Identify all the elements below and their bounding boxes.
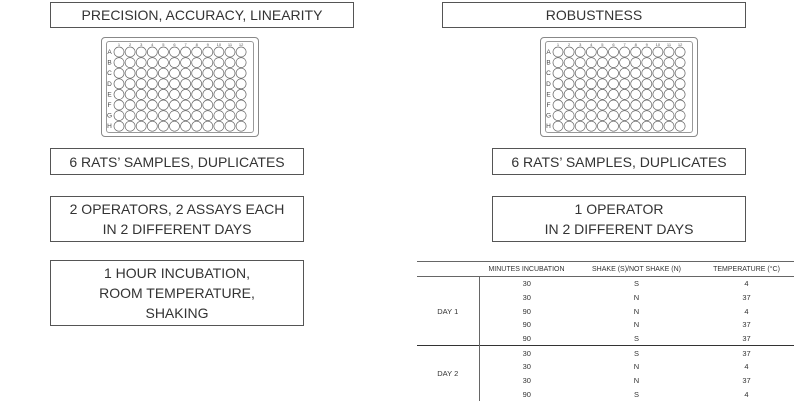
plate-well <box>631 121 641 131</box>
left-title <box>50 2 354 28</box>
plate-well <box>609 68 619 78</box>
plate-well <box>642 79 652 89</box>
plate-row-label: A <box>107 49 112 56</box>
plate-well <box>236 111 246 121</box>
plate-well <box>642 100 652 110</box>
plate-well <box>653 79 663 89</box>
header-minutes: MINUTES INCUBATION <box>488 265 565 273</box>
plate-well <box>114 111 124 121</box>
plate-row-label: G <box>106 112 113 120</box>
plate-well <box>564 89 574 99</box>
shake-cell: N <box>633 293 640 303</box>
plate-well <box>553 89 563 99</box>
plate-well <box>236 58 246 68</box>
plate-well <box>114 89 124 99</box>
plate-well <box>664 89 674 99</box>
table-row <box>417 346 794 360</box>
plate-well <box>642 58 652 68</box>
left-incubation-line-2: ROOM TEMPERATURE, <box>99 285 255 301</box>
plate-well <box>136 79 146 89</box>
plate-well <box>597 47 607 57</box>
plate-col-label: 8 <box>634 42 637 47</box>
plate-well <box>136 111 146 121</box>
plate-well <box>575 68 585 78</box>
plate-well <box>586 89 596 99</box>
temperature-cell: 4 <box>744 306 749 316</box>
plate-row-label: D <box>546 80 551 88</box>
plate-row-label: H <box>546 123 551 131</box>
plate-well <box>147 58 157 68</box>
plate-well <box>553 68 563 78</box>
plate-row-label: F <box>546 102 551 109</box>
plate-well <box>586 58 596 68</box>
plate-row-label: E <box>107 91 112 99</box>
plate-well <box>147 121 157 131</box>
plate-well <box>147 100 157 110</box>
plate-well <box>125 47 135 57</box>
header-day <box>417 262 479 277</box>
plate-well <box>675 89 685 99</box>
left-operators-line-2: IN 2 DIFFERENT DAYS <box>102 221 252 237</box>
plate-well <box>564 100 574 110</box>
temperature-cell: 4 <box>744 389 749 399</box>
plate-col-label: 3 <box>140 42 143 47</box>
plate-well <box>125 100 135 110</box>
plate-well <box>147 47 157 57</box>
plate-row-label: D <box>107 80 112 88</box>
day-label: DAY 1 <box>417 277 479 346</box>
plate-row-label: C <box>107 70 112 78</box>
plate-well <box>586 100 596 110</box>
shake-cell: S <box>633 279 639 289</box>
plate-well <box>181 111 191 121</box>
plate-well <box>575 79 585 89</box>
plate-well <box>125 58 135 68</box>
plate-well <box>158 47 168 57</box>
plate-well <box>597 89 607 99</box>
day-1-group <box>417 277 794 346</box>
plate-well <box>136 68 146 78</box>
right-operators-box <box>492 196 746 242</box>
plate-well <box>181 68 191 78</box>
plate-well <box>653 121 663 131</box>
plate-well <box>620 79 630 89</box>
plate-well <box>675 79 685 89</box>
plate-well <box>642 111 652 121</box>
plate-well <box>575 100 585 110</box>
plate-well <box>675 121 685 131</box>
plate-well <box>609 58 619 68</box>
plate-well <box>136 89 146 99</box>
plate-well <box>631 100 641 110</box>
plate-well <box>609 47 619 57</box>
right-title <box>442 2 746 28</box>
plate-well <box>642 89 652 99</box>
header-shake: SHAKE (S)/NOT SHAKE (N) <box>592 265 681 273</box>
plate-well <box>136 58 146 68</box>
plate-well <box>553 100 563 110</box>
plate-well <box>597 121 607 131</box>
plate-well <box>564 47 574 57</box>
right-plate-image <box>540 37 698 137</box>
plate-well <box>203 47 213 57</box>
plate-well <box>675 111 685 121</box>
plate-well <box>158 89 168 99</box>
plate-well <box>575 121 585 131</box>
temperature-cell: 37 <box>742 293 751 303</box>
plate-col-label: 2 <box>567 42 571 47</box>
minutes-cell: 30 <box>522 362 531 372</box>
plate-well <box>158 111 168 121</box>
plate-well <box>597 100 607 110</box>
plate-well <box>642 47 652 57</box>
plate-well <box>586 47 596 57</box>
temperature-cell: 37 <box>742 320 751 330</box>
plate-well <box>653 68 663 78</box>
plate-well <box>225 68 235 78</box>
plate-well <box>586 68 596 78</box>
minutes-cell: 30 <box>522 279 531 289</box>
plate-well <box>575 111 585 121</box>
plate-well <box>620 111 630 121</box>
plate-well <box>664 47 674 57</box>
plate-well <box>597 79 607 89</box>
minutes-cell: 90 <box>522 389 531 399</box>
plate-well <box>181 121 191 131</box>
shake-cell: N <box>633 320 640 330</box>
plate-well <box>203 100 213 110</box>
plate-well <box>203 89 213 99</box>
right-operators-line-2: IN 2 DIFFERENT DAYS <box>544 221 694 237</box>
table-row <box>417 277 794 291</box>
plate-well <box>114 100 124 110</box>
plate-well <box>125 79 135 89</box>
plate-well <box>553 47 563 57</box>
plate-well <box>147 68 157 78</box>
plate-well <box>125 121 135 131</box>
plate-well <box>170 100 180 110</box>
minutes-cell: 30 <box>522 348 531 358</box>
plate-well <box>553 79 563 89</box>
minutes-cell: 90 <box>522 306 531 316</box>
plate-well <box>675 47 685 57</box>
plate-well <box>170 121 180 131</box>
plate-well <box>181 100 191 110</box>
plate-well <box>225 121 235 131</box>
plate-col-label: 9 <box>206 42 209 47</box>
plate-well <box>114 79 124 89</box>
plate-well <box>114 121 124 131</box>
plate-well <box>620 47 630 57</box>
plate-well <box>586 121 596 131</box>
plate-well <box>192 58 202 68</box>
plate-well <box>597 111 607 121</box>
right-operators-line-1: 1 OPERATOR <box>574 201 664 217</box>
minutes-cell: 30 <box>522 293 531 303</box>
left-samples-text: 6 RATS’ SAMPLES, DUPLICATES <box>69 153 285 170</box>
right-samples-text: 6 RATS’ SAMPLES, DUPLICATES <box>511 153 727 170</box>
plate-row-label: A <box>546 49 551 56</box>
plate-row-label: B <box>546 59 551 67</box>
plate-well <box>236 89 246 99</box>
right-samples-box <box>492 148 746 175</box>
plate-well <box>631 68 641 78</box>
table-header-row <box>417 262 794 277</box>
plate-well <box>597 58 607 68</box>
plate-col-label: 11 <box>227 42 233 47</box>
plate-well <box>158 68 168 78</box>
plate-col-label: 3 <box>579 42 582 47</box>
shake-cell: N <box>633 376 640 386</box>
plate-well <box>181 58 191 68</box>
plate-well <box>158 121 168 131</box>
plate-well <box>564 111 574 121</box>
plate-well <box>214 58 224 68</box>
plate-col-label: 4 <box>590 42 593 47</box>
plate-well <box>675 58 685 68</box>
plate-well <box>181 89 191 99</box>
plate-well <box>181 79 191 89</box>
plate-well <box>564 68 574 78</box>
plate-well <box>609 121 619 131</box>
left-title-text: PRECISION, ACCURACY, LINEARITY <box>81 7 323 23</box>
plate-well <box>620 100 630 110</box>
day-label: DAY 2 <box>417 346 479 401</box>
temperature-cell: 37 <box>742 334 751 344</box>
day-2-group <box>417 346 794 401</box>
plate-well <box>564 79 574 89</box>
plate-well <box>192 79 202 89</box>
plate-well <box>236 79 246 89</box>
plate-well <box>214 89 224 99</box>
minutes-cell: 90 <box>522 320 531 330</box>
plate-well <box>609 79 619 89</box>
plate-well <box>620 121 630 131</box>
plate-col-label: 12 <box>677 42 683 47</box>
shake-cell: N <box>633 306 640 316</box>
well-plate-grid <box>102 38 260 138</box>
plate-well <box>203 121 213 131</box>
plate-col-label: 5 <box>162 42 165 47</box>
left-incubation-box <box>50 260 304 326</box>
robustness-table <box>417 261 794 401</box>
plate-well <box>214 47 224 57</box>
temperature-cell: 37 <box>742 376 751 386</box>
plate-well <box>203 111 213 121</box>
left-operators-line-1: 2 OPERATORS, 2 ASSAYS EACH <box>69 201 285 217</box>
plate-col-label: 6 <box>612 42 615 47</box>
plate-well <box>675 68 685 78</box>
plate-well <box>147 89 157 99</box>
plate-well <box>575 89 585 99</box>
plate-well <box>586 79 596 89</box>
plate-well <box>553 111 563 121</box>
plate-well <box>192 47 202 57</box>
plate-well <box>114 58 124 68</box>
shake-cell: S <box>633 334 639 344</box>
plate-row-label: B <box>107 59 112 67</box>
plate-well <box>236 47 246 57</box>
temperature-cell: 4 <box>744 362 749 372</box>
plate-well <box>631 47 641 57</box>
plate-col-label: 1 <box>556 42 560 47</box>
plate-well <box>642 121 652 131</box>
plate-row-label: G <box>545 112 552 120</box>
plate-well <box>631 111 641 121</box>
plate-well <box>609 100 619 110</box>
plate-col-label: 6 <box>173 42 176 47</box>
plate-well <box>158 79 168 89</box>
plate-well <box>214 111 224 121</box>
plate-well <box>653 89 663 99</box>
plate-col-label: 1 <box>117 42 121 47</box>
plate-well <box>597 68 607 78</box>
plate-well <box>675 100 685 110</box>
plate-well <box>192 111 202 121</box>
plate-well <box>214 79 224 89</box>
header-temperature: TEMPERATURE (°C) <box>713 265 780 273</box>
plate-well <box>664 111 674 121</box>
plate-well <box>170 111 180 121</box>
shake-cell: N <box>633 362 640 372</box>
plate-well <box>125 68 135 78</box>
plate-well <box>236 68 246 78</box>
plate-well <box>553 58 563 68</box>
plate-well <box>203 79 213 89</box>
plate-well <box>214 121 224 131</box>
shake-cell: S <box>633 389 639 399</box>
left-samples-box <box>50 148 304 175</box>
plate-well <box>203 58 213 68</box>
plate-col-label: 4 <box>151 42 154 47</box>
plate-col-label: 10 <box>216 42 222 47</box>
plate-row-label: C <box>546 70 551 78</box>
plate-well <box>192 89 202 99</box>
plate-well <box>575 47 585 57</box>
plate-well <box>225 58 235 68</box>
left-incubation-line-1: 1 HOUR INCUBATION, <box>104 265 250 281</box>
plate-col-label: 7 <box>184 42 187 47</box>
plate-well <box>553 121 563 131</box>
plate-well <box>631 79 641 89</box>
plate-col-label: 9 <box>645 42 648 47</box>
minutes-cell: 30 <box>522 376 531 386</box>
temperature-cell: 37 <box>742 348 751 358</box>
plate-well <box>170 79 180 89</box>
minutes-cell: 90 <box>522 334 531 344</box>
plate-well <box>620 89 630 99</box>
shake-cell: S <box>633 348 639 358</box>
plate-well <box>609 89 619 99</box>
plate-well <box>236 100 246 110</box>
plate-well <box>236 121 246 131</box>
temperature-cell: 4 <box>744 279 749 289</box>
plate-well <box>225 100 235 110</box>
plate-well <box>664 121 674 131</box>
plate-well <box>225 47 235 57</box>
plate-row-label: E <box>546 91 551 99</box>
plate-well <box>225 89 235 99</box>
plate-well <box>147 79 157 89</box>
plate-well <box>147 111 157 121</box>
plate-well <box>125 111 135 121</box>
plate-well <box>125 89 135 99</box>
plate-well <box>631 89 641 99</box>
plate-well <box>664 100 674 110</box>
plate-well <box>214 100 224 110</box>
left-operators-box <box>50 196 304 242</box>
plate-well <box>114 47 124 57</box>
plate-well <box>653 58 663 68</box>
plate-well <box>575 58 585 68</box>
plate-well <box>586 111 596 121</box>
plate-well <box>170 68 180 78</box>
plate-col-label: 11 <box>666 42 672 47</box>
plate-well <box>225 79 235 89</box>
plate-well <box>609 111 619 121</box>
plate-well <box>642 68 652 78</box>
left-plate-image <box>101 37 259 137</box>
plate-well <box>170 89 180 99</box>
plate-col-label: 2 <box>128 42 132 47</box>
plate-col-label: 12 <box>238 42 244 47</box>
plate-well <box>170 58 180 68</box>
plate-well <box>203 68 213 78</box>
plate-well <box>653 47 663 57</box>
plate-col-label: 10 <box>655 42 661 47</box>
plate-well <box>192 68 202 78</box>
plate-col-label: 8 <box>195 42 198 47</box>
plate-well <box>653 111 663 121</box>
plate-well <box>181 47 191 57</box>
plate-well <box>136 100 146 110</box>
plate-col-label: 7 <box>623 42 626 47</box>
plate-well <box>136 47 146 57</box>
plate-well <box>225 111 235 121</box>
plate-well <box>136 121 146 131</box>
plate-well <box>192 121 202 131</box>
plate-well <box>664 79 674 89</box>
well-plate-grid <box>541 38 699 138</box>
plate-well <box>653 100 663 110</box>
plate-row-label: F <box>107 102 112 109</box>
plate-well <box>631 58 641 68</box>
plate-well <box>564 121 574 131</box>
left-incubation-line-3: SHAKING <box>145 305 209 321</box>
plate-well <box>158 58 168 68</box>
plate-well <box>620 58 630 68</box>
plate-well <box>664 58 674 68</box>
plate-well <box>620 68 630 78</box>
plate-well <box>170 47 180 57</box>
plate-row-label: H <box>107 123 112 131</box>
plate-well <box>114 68 124 78</box>
plate-col-label: 5 <box>601 42 604 47</box>
plate-well <box>664 68 674 78</box>
plate-well <box>158 100 168 110</box>
plate-well <box>214 68 224 78</box>
plate-well <box>192 100 202 110</box>
right-title-text: ROBUSTNESS <box>545 7 643 23</box>
plate-well <box>564 58 574 68</box>
